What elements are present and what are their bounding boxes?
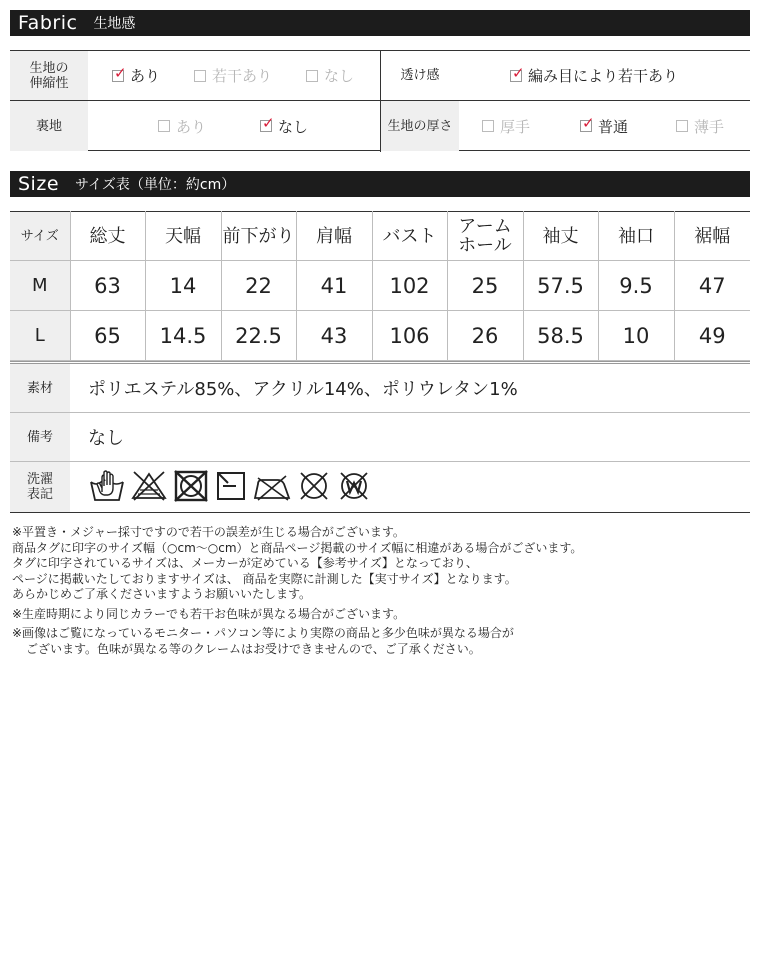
- material-value: ポリエステル85%、アクリル14%、ポリウレタン1%: [88, 379, 518, 400]
- stretch-option-label: 若干あり: [212, 67, 273, 85]
- checkbox-checked-icon: ✓: [114, 63, 127, 82]
- stretch-option-slight[interactable]: [194, 51, 272, 100]
- size-section-header: [10, 171, 750, 197]
- care-label-line2: 表記: [26, 487, 53, 502]
- care-label-line1: 洗濯: [26, 472, 53, 487]
- lining-option-label: なし: [278, 117, 309, 136]
- thickness-label-text: 生地の厚さ: [387, 118, 453, 134]
- remarks-row: [10, 413, 750, 462]
- size-header-cell: バスト: [372, 212, 447, 261]
- stretch-option-label: なし: [324, 67, 355, 85]
- size-header-cell: 前下がり: [221, 212, 296, 261]
- fabric-row-2: [10, 101, 750, 151]
- stretch-option-label: あり: [130, 67, 161, 85]
- table-cell: 63: [70, 261, 145, 311]
- thickness-option-label: 普通: [598, 117, 629, 136]
- lining-label-text: 裏地: [35, 118, 62, 134]
- care-row: [10, 462, 750, 512]
- fabric-row-1: [10, 51, 750, 101]
- size-header-cell: 肩幅: [296, 212, 372, 261]
- size-header-cell: 天幅: [145, 212, 221, 261]
- table-cell: 65: [70, 311, 145, 361]
- size-header-cell: 裾幅: [674, 212, 750, 261]
- thickness-option-normal[interactable]: [580, 101, 628, 151]
- table-cell: 14.5: [145, 311, 221, 361]
- note-line: タグに印字されているサイズは、メーカーが定めている【参考サイズ】となっており、: [12, 556, 478, 570]
- size-header-cell: 袖丈: [523, 212, 598, 261]
- fabric-table: [10, 50, 750, 151]
- lining-option-label: あり: [176, 117, 207, 136]
- checkbox-icon: [482, 120, 494, 132]
- note-line: ※画像はご覧になっているモニター・パソコン等により実際の商品と多少色味が異なる場合が: [12, 626, 514, 640]
- hand-wash-30-icon: [88, 468, 126, 504]
- material-row: [10, 364, 750, 413]
- sheer-option-label: 編み目により若干あり: [528, 67, 679, 85]
- table-cell: 10: [598, 311, 674, 361]
- lining-label: [10, 101, 88, 151]
- remarks-label: 備考: [10, 413, 70, 461]
- sheer-label: [381, 51, 459, 100]
- table-row: [10, 311, 750, 361]
- no-dry-clean-icon: [296, 468, 332, 504]
- fabric-section-header: [10, 10, 750, 36]
- iron-low-icon: [252, 468, 292, 504]
- size-label-cell: M: [10, 261, 70, 311]
- size-table-wrapper: [10, 211, 750, 361]
- info-table: [10, 361, 750, 513]
- stretch-option-yes[interactable]: [112, 51, 160, 100]
- fabric-title: Fabric: [18, 12, 78, 34]
- checkbox-checked-icon: ✓: [262, 114, 275, 132]
- table-cell: 22: [221, 261, 296, 311]
- size-label-cell: L: [10, 311, 70, 361]
- table-cell: 57.5: [523, 261, 598, 311]
- care-label: [10, 462, 70, 512]
- thickness-label: [381, 101, 459, 151]
- table-row: [10, 261, 750, 311]
- no-tumble-dry-icon: [172, 468, 210, 504]
- stretch-option-no[interactable]: [306, 51, 354, 100]
- sheer-option[interactable]: [510, 51, 678, 100]
- size-header-cell: アーム ホール: [447, 212, 523, 261]
- table-cell: 106: [372, 311, 447, 361]
- checkbox-icon: [158, 120, 170, 132]
- table-cell: 9.5: [598, 261, 674, 311]
- stretch-label-line1: 生地の: [29, 60, 69, 76]
- note-line: ございます。色味が異なる等のクレームはお受けできませんので、ご了承ください。: [26, 641, 481, 656]
- thickness-option-thin[interactable]: [676, 101, 724, 151]
- table-cell: 102: [372, 261, 447, 311]
- size-table: [10, 211, 750, 361]
- table-cell: 43: [296, 311, 372, 361]
- size-header-cell: 総丈: [70, 212, 145, 261]
- checkbox-checked-icon: ✓: [512, 63, 525, 82]
- stretch-label-line2: 伸縮性: [29, 75, 69, 91]
- no-wet-clean-icon: [336, 468, 372, 504]
- table-cell: 49: [674, 311, 750, 361]
- table-cell: 14: [145, 261, 221, 311]
- stretch-label: [10, 51, 88, 100]
- notes: [12, 525, 582, 657]
- no-bleach-icon: [130, 468, 168, 504]
- lining-option-yes[interactable]: [158, 101, 206, 151]
- table-cell: 58.5: [523, 311, 598, 361]
- thickness-option-label: 薄手: [694, 117, 725, 136]
- size-table-header-row: [10, 212, 750, 261]
- lining-option-no[interactable]: [260, 101, 308, 151]
- thickness-option-label: 厚手: [500, 117, 531, 136]
- size-title: Size: [18, 173, 60, 195]
- checkbox-checked-icon: ✓: [582, 114, 595, 132]
- remarks-value: なし: [88, 428, 124, 449]
- table-cell: 25: [447, 261, 523, 311]
- note-line: ※生産時期により同じカラーでも若干お色味が異なる場合がございます。: [12, 606, 406, 621]
- note-line: ページに掲載いたしておりますサイズは、 商品を実際に計測した【実寸サイズ】となります。: [12, 571, 517, 586]
- note-line: ※平置き・メジャー採寸ですので若干の誤差が生じる場合がございます。: [12, 525, 405, 539]
- size-header-cell: サイズ: [10, 212, 70, 261]
- table-cell: 26: [447, 311, 523, 361]
- material-label: 素材: [10, 364, 70, 412]
- sheer-label-text: 透け感: [400, 68, 440, 83]
- note-line: あらかじめご了承くださいますようお願いいたします。: [12, 587, 312, 601]
- note-line: 商品タグに印字のサイズ幅（○cm〜○cm）と商品ページ掲載のサイズ幅に相違がある場合がございます。: [12, 540, 583, 555]
- checkbox-icon: [676, 120, 688, 132]
- size-header-cell: 袖口: [598, 212, 674, 261]
- checkbox-icon: [194, 70, 206, 82]
- size-subtitle: サイズ表（単位：約cm）: [75, 177, 236, 193]
- table-cell: 47: [674, 261, 750, 311]
- table-cell: 41: [296, 261, 372, 311]
- table-cell: 22.5: [221, 311, 296, 361]
- thickness-option-thick[interactable]: [482, 101, 530, 151]
- fabric-subtitle: 生地感: [93, 16, 136, 32]
- line-dry-shade-icon: [214, 468, 248, 504]
- checkbox-icon: [306, 70, 318, 82]
- care-icons: [88, 468, 372, 504]
